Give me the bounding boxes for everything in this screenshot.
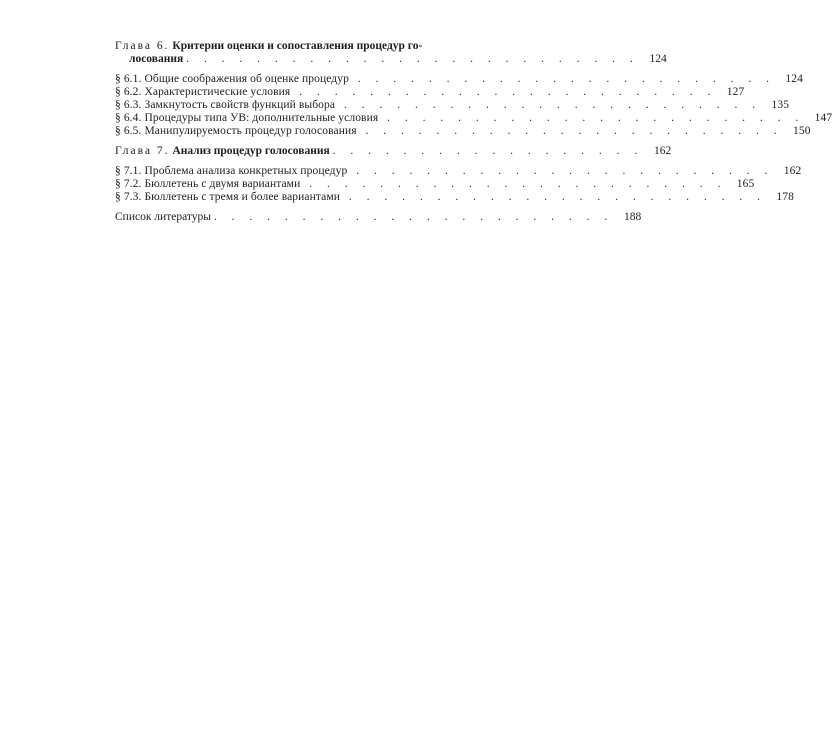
- leader-dots: . . . . . . . . . . . . . . . . . .: [332, 145, 644, 157]
- leader-dots: . . . . . . . . . . . . . . . . . . . . . . . .: [348, 73, 775, 85]
- chapter-6-heading: [115, 40, 500, 53]
- section-title: Процедуры типа УВ: дополнительные условия: [144, 112, 379, 124]
- section-page: 165: [736, 178, 755, 190]
- section-page: 147: [814, 112, 832, 124]
- toc-section-row: [115, 125, 811, 138]
- section-number: § 6.4.: [115, 112, 142, 124]
- section-page: 124: [785, 73, 803, 85]
- leader-dots: . . . . . . . . . . . . . . . . . . . . . . . .: [290, 86, 717, 98]
- section-number: § 7.1.: [115, 165, 142, 177]
- section-page: 135: [771, 99, 790, 111]
- leader-dots: . . . . . . . . . . . . . . . . . . . . . . . .: [300, 178, 727, 190]
- leader-dots: . . . . . . . . . . . . . . . . . . . . . . . .: [378, 112, 805, 124]
- section-title: Характеристические условия: [144, 86, 291, 98]
- section-title: Замкнутость свойств функций выбора: [144, 99, 336, 111]
- leader-dots: . . . . . . . . . . . . . . . . . . . . . . . .: [356, 125, 783, 137]
- table-of-contents: [115, 40, 832, 224]
- toc-section-row: [115, 99, 790, 112]
- chapter-7-title: Анализ процедур голосования: [172, 145, 330, 157]
- leader-dots: . . . . . . . . . . . . . . . . . . . . . . . .: [347, 165, 774, 177]
- bibliography-page: 188: [623, 211, 642, 223]
- leader-dots: . . . . . . . . . . . . . . . . . . . . . . . . . .: [186, 53, 639, 65]
- section-title: Манипулируемость процедур голосования: [144, 125, 357, 137]
- section-number: § 7.3.: [115, 191, 142, 203]
- toc-section-row: [115, 86, 745, 99]
- section-number: § 6.2.: [115, 86, 142, 98]
- chapter-6-prefix: Глава 6.: [115, 40, 170, 52]
- chapter-6-page: 124: [649, 53, 667, 65]
- section-title: Проблема анализа конкретных процедур: [144, 165, 348, 177]
- section-page: 178: [776, 191, 794, 203]
- section-page: 127: [726, 86, 745, 98]
- bibliography-title: Список литературы: [115, 211, 211, 223]
- section-title: Общие соображения об оценке процедур: [144, 73, 349, 85]
- chapter-7-heading: [115, 145, 672, 158]
- section-page: 162: [783, 165, 802, 177]
- section-number: § 7.2.: [115, 178, 142, 190]
- toc-section-row: [115, 73, 803, 86]
- section-number: § 6.1.: [115, 73, 142, 85]
- section-title: Бюллетень с двумя вариантами: [144, 178, 301, 190]
- section-number: § 6.5.: [115, 125, 142, 137]
- section-title: Бюллетень с тремя и более вариантами: [144, 191, 340, 203]
- bibliography-entry: [115, 211, 642, 224]
- chapter-6-heading-cont: [115, 53, 667, 66]
- leader-dots: . . . . . . . . . . . . . . . . . . . . . . .: [213, 211, 614, 223]
- chapter-6-title-line2: лосования: [129, 53, 184, 65]
- leader-dots: . . . . . . . . . . . . . . . . . . . . . . . .: [335, 99, 762, 111]
- chapter-6-title-line1: Критерии оценки и сопоставления процедур го-: [172, 40, 423, 52]
- chapter-7-page: 162: [653, 145, 672, 157]
- chapter-7-prefix: Глава 7.: [115, 145, 170, 157]
- section-page: 150: [793, 125, 811, 137]
- toc-section-row: [115, 165, 802, 178]
- toc-section-row: [115, 112, 832, 125]
- section-number: § 6.3.: [115, 99, 142, 111]
- toc-section-row: [115, 191, 794, 204]
- leader-dots: . . . . . . . . . . . . . . . . . . . . . . . .: [339, 191, 766, 203]
- toc-section-row: [115, 178, 755, 191]
